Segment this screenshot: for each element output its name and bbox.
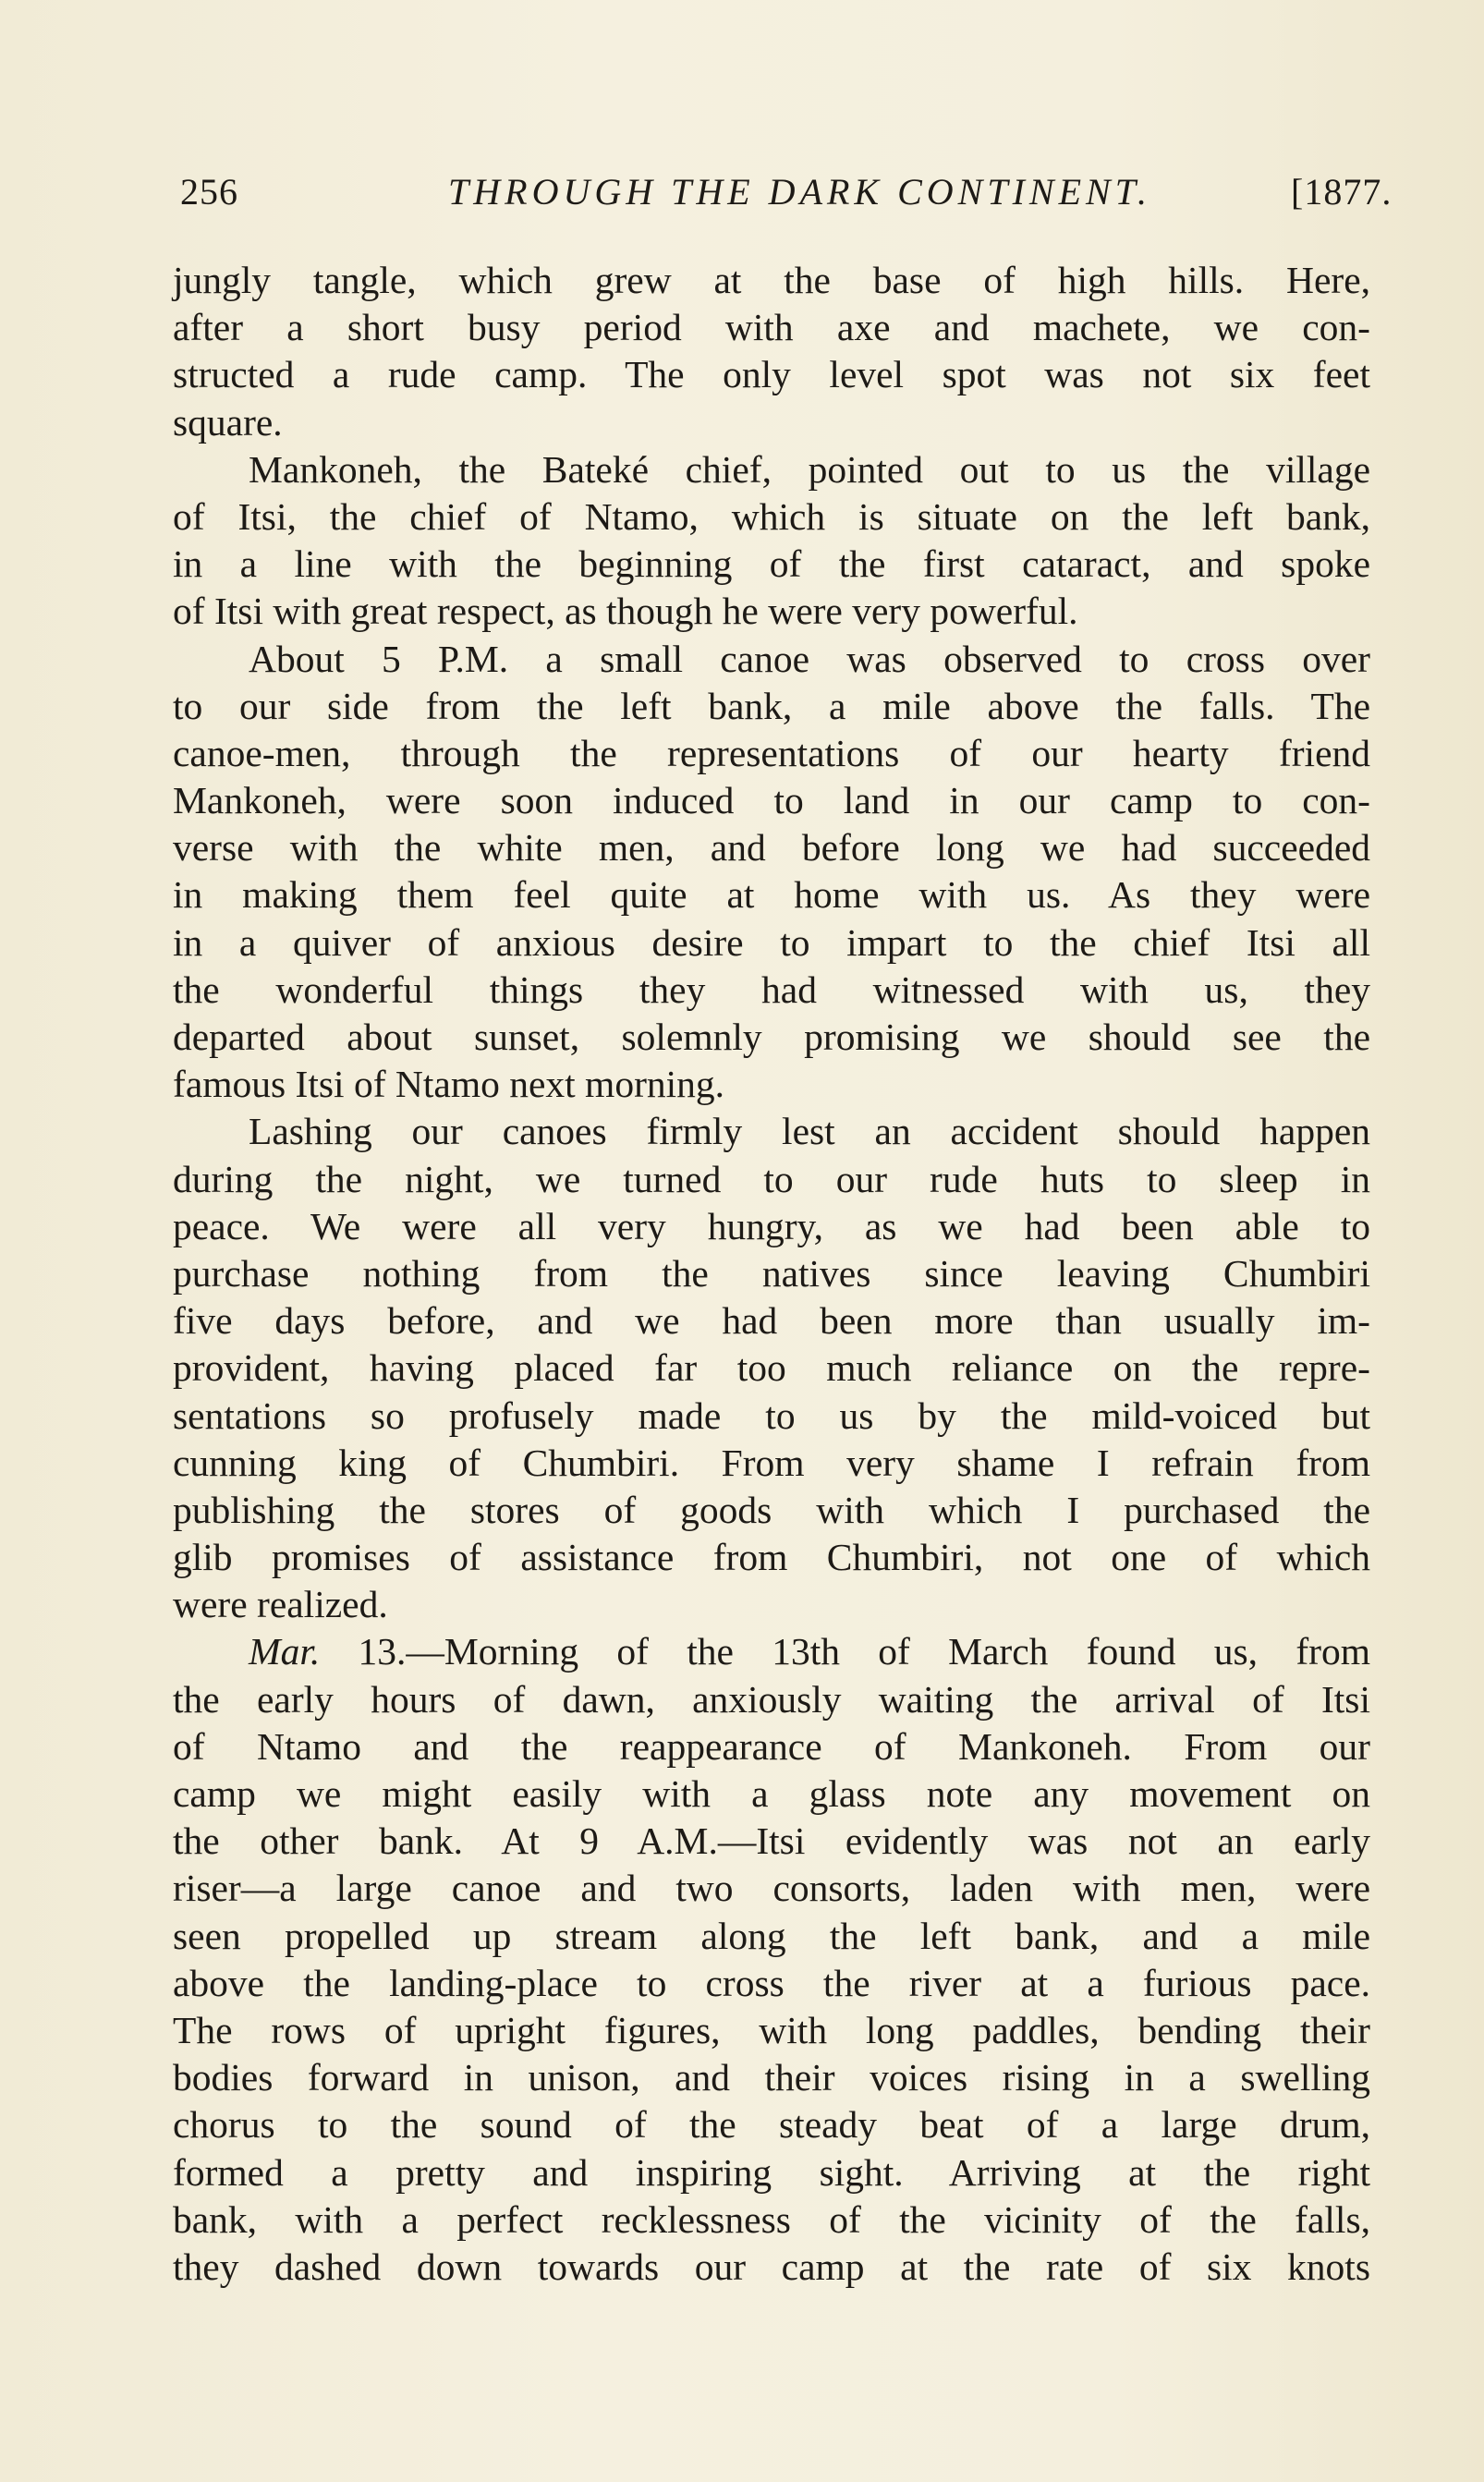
paragraph-first-line: Lashing our canoes firmly lest an accident should happen bbox=[249, 1110, 1370, 1153]
text-line: above the landing-place to cross the river at a furious pace. bbox=[173, 1961, 1370, 2004]
year-marker: [1877. bbox=[1291, 171, 1393, 213]
paragraph-first-line bbox=[173, 1628, 1370, 1675]
text-line: publishing the stores of goods with which I purchased the bbox=[173, 1488, 1370, 1531]
page-number: 256 bbox=[180, 171, 238, 213]
text-line: of Itsi with great respect, as though he were very powerful. bbox=[173, 590, 1078, 633]
text-line: in a quiver of anxious desire to impart to the chief Itsi all bbox=[173, 920, 1370, 964]
text-line: formed a pretty and inspiring sight. Arriving at the right bbox=[173, 2150, 1370, 2194]
text-line: the other bank. At 9 A.M.—Itsi evidently was not an early bbox=[173, 1819, 1370, 1863]
text-line: seen propelled up stream along the left bank, and a mile bbox=[173, 1914, 1370, 1957]
text-line: of Ntamo and the reappearance of Mankoneh. From our bbox=[173, 1724, 1370, 1768]
text-line: famous Itsi of Ntamo next morning. bbox=[173, 1063, 725, 1106]
running-title: THROUGH THE DARK CONTINENT. bbox=[448, 171, 1151, 213]
text-line: verse with the white men, and before long we had succeeded bbox=[173, 826, 1370, 870]
text-line: in a line with the beginning of the first cataract, and spoke bbox=[173, 542, 1370, 586]
text-line: the wonderful things they had witnessed with us, they bbox=[173, 967, 1370, 1011]
text-line: peace. We were all very hungry, as we had been able to bbox=[173, 1204, 1370, 1247]
text-line: jungly tangle, which grew at the base of high hills. Here, bbox=[173, 259, 1370, 301]
text-line: bank, with a perfect recklessness of the vicinity of the falls, bbox=[173, 2197, 1370, 2241]
text-line: in making them feel quite at home with us. As they were bbox=[173, 873, 1370, 917]
text-line: glib promises of assistance from Chumbiri, not one of which bbox=[173, 1536, 1370, 1579]
text-line: sentations so profusely made to us by the mild-voiced but bbox=[173, 1393, 1370, 1437]
text-line: departed about sunset, solemnly promising we should see the bbox=[173, 1016, 1370, 1058]
text-line: of Itsi, the chief of Ntamo, which is situate on the left bank, bbox=[173, 494, 1370, 538]
text-line: bodies forward in unison, and their voices rising in a swelling bbox=[173, 2056, 1370, 2099]
running-header bbox=[180, 164, 1393, 220]
text-line: structed a rude camp. The only level spot was not six feet bbox=[173, 353, 1370, 396]
text-line: were realized. bbox=[173, 1583, 388, 1626]
text-line: canoe-men, through the representations of our hearty friend bbox=[173, 731, 1370, 774]
text-line: Mankoneh, were soon induced to land in our camp to con- bbox=[173, 779, 1370, 822]
paragraph-text: 13.—Morning of the 13th of March found us, from bbox=[320, 1630, 1370, 1673]
text-line: during the night, we turned to our rude huts to sleep in bbox=[173, 1157, 1370, 1200]
text-line: square. bbox=[173, 400, 283, 444]
text-line: riser—a large canoe and two consorts, laden with men, were bbox=[173, 1867, 1370, 1910]
text-line: chorus to the sound of the steady beat of a large drum, bbox=[173, 2103, 1370, 2147]
paragraph-first-line: Mankoneh, the Bateké chief, pointed out to us the village bbox=[249, 447, 1370, 491]
text-line: they dashed down towards our camp at the rate of six knots bbox=[173, 2245, 1370, 2288]
date-marginal: Mar. bbox=[249, 1630, 321, 1673]
text-line: five days before, and we had been more than usually im- bbox=[173, 1299, 1370, 1343]
text-line: after a short busy period with axe and machete, we con- bbox=[173, 306, 1370, 349]
text-line: provident, having placed far too much reliance on the repre- bbox=[173, 1346, 1370, 1390]
paragraph-first-line: About 5 P.M. a small canoe was observed to cross over bbox=[249, 637, 1370, 680]
text-line: camp we might easily with a glass note any movement on bbox=[173, 1772, 1370, 1815]
text-line: The rows of upright figures, with long paddles, bending their bbox=[173, 2008, 1370, 2051]
text-line: to our side from the left bank, a mile above the falls. The bbox=[173, 684, 1370, 727]
text-line: purchase nothing from the natives since leaving Chumbiri bbox=[173, 1251, 1370, 1295]
text-line: the early hours of dawn, anxiously waiting the arrival of Itsi bbox=[173, 1677, 1370, 1721]
body-text bbox=[173, 257, 1370, 2291]
text-line: cunning king of Chumbiri. From very shame I refrain from bbox=[173, 1441, 1370, 1484]
